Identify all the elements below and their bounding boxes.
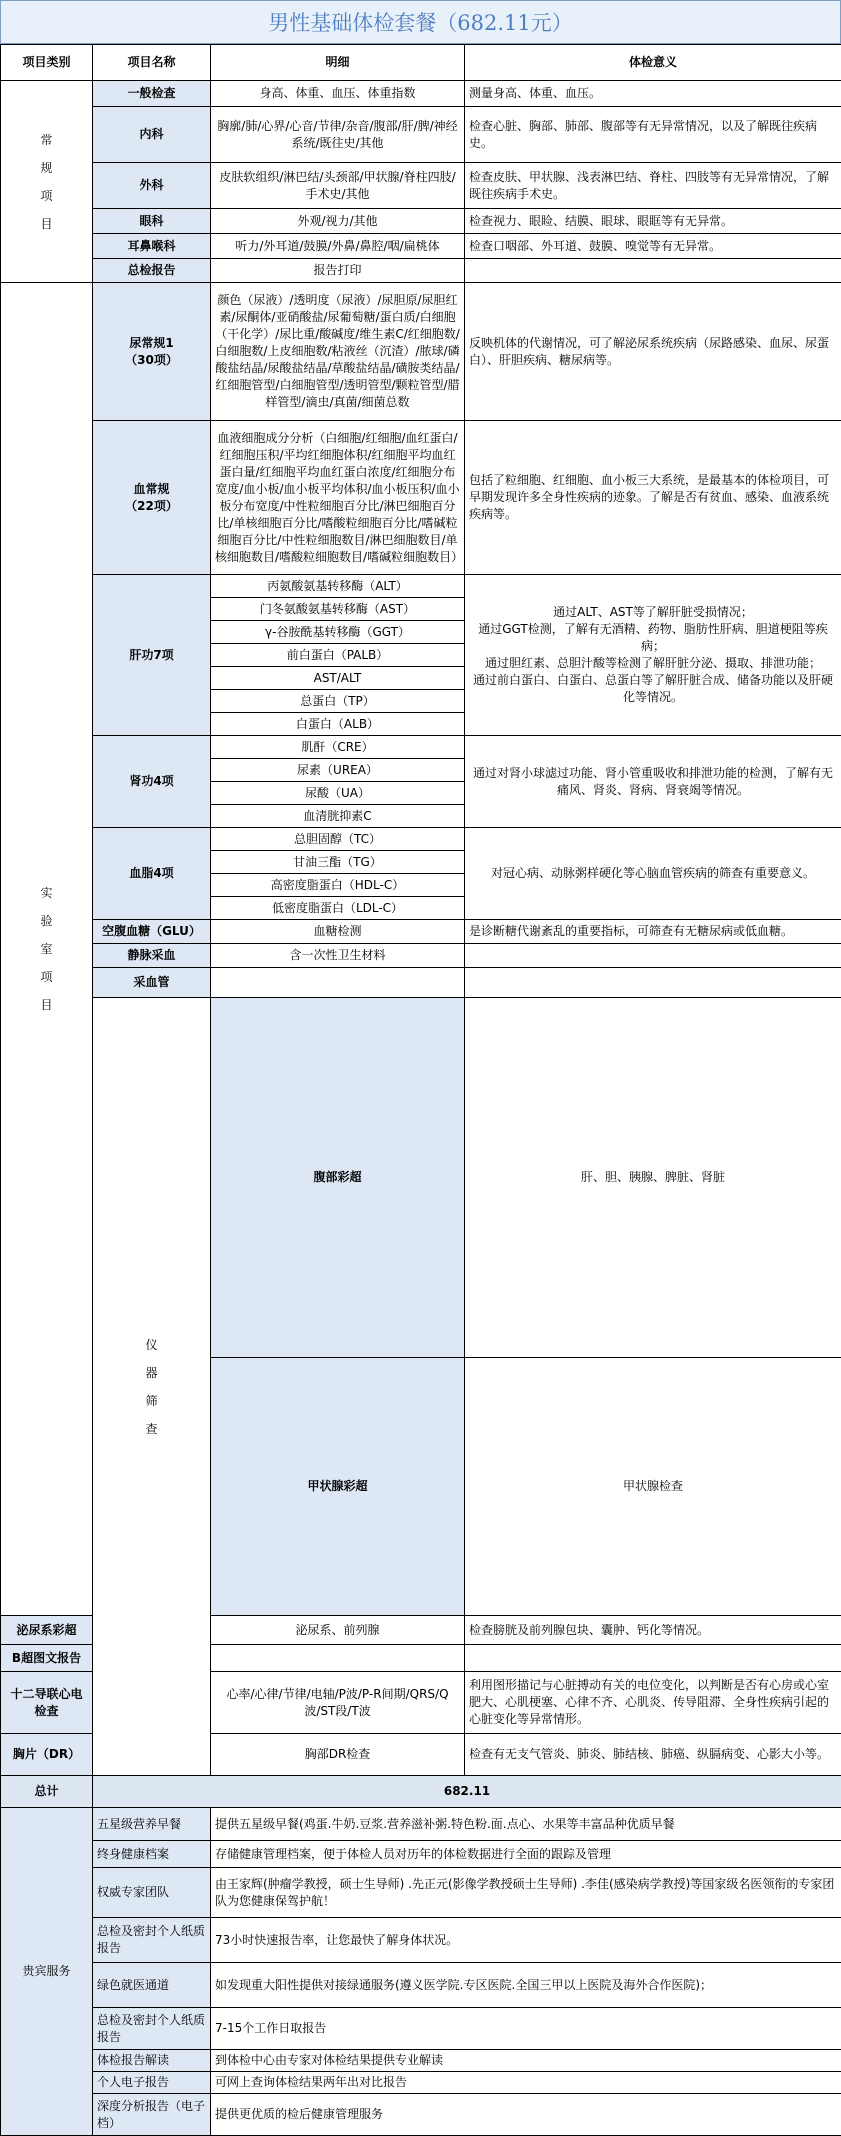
item-detail: 听力/外耳道/鼓膜/外鼻/鼻腔/咽/扁桃体 <box>211 234 465 259</box>
table-row <box>1 1808 841 1841</box>
item-name: 肝功7项 <box>93 575 211 736</box>
category-lab: 实 验 室 项 目 <box>1 283 93 1616</box>
item-detail: 门冬氨酸氨基转移酶（AST） <box>211 598 465 621</box>
item-name: 十二导联心电检查 <box>1 1672 93 1734</box>
item-detail: 皮肤软组织/淋巴结/头颈部/甲状腺/脊柱四肢/手术史/其他 <box>211 163 465 209</box>
table-row <box>1 968 841 998</box>
item-meaning: 对冠心病、动脉粥样硬化等心脑血管疾病的筛查有重要意义。 <box>465 828 841 920</box>
category-routine: 常 规 项 目 <box>1 81 93 283</box>
item-detail: 尿酸（UA） <box>211 782 465 805</box>
item-detail: 颜色（尿液）/透明度（尿液）/尿胆原/尿胆红素/尿酮体/亚硝酸盐/尿葡萄糖/蛋白质/白细胞（干化学）/尿比重/酸碱度/维生素C/红细胞数/白细胞数/上皮细胞数/粘液丝（沉渣）/脓球/磷酸盐结晶/尿酸盐结晶/草酸盐结晶/磺胺类结晶/红细胞管型/白细胞管型/透明管型/颗粒管型/腊样管型/滴虫/真菌/细菌总数 <box>211 283 465 421</box>
item-meaning: 通过对肾小球滤过功能、肾小管重吸收和排泄功能的检测，了解有无痛风、肾炎、肾病、肾衰竭等情况。 <box>465 736 841 828</box>
page-title: 男性基础体检套餐（682.11元） <box>0 0 841 44</box>
table-row <box>1 234 841 259</box>
table-row <box>1 2050 841 2072</box>
total-label: 总计 <box>1 1776 93 1808</box>
total-row <box>1 1776 841 1808</box>
table-row <box>1 283 841 421</box>
item-detail: 泌尿系、前列腺 <box>211 1616 465 1645</box>
vip-item-name: 绿色就医通道 <box>93 1963 211 2008</box>
item-name: 总检报告 <box>93 259 211 283</box>
item-detail: 胸部DR检查 <box>211 1734 465 1776</box>
item-meaning <box>465 259 841 283</box>
item-detail <box>211 968 465 998</box>
item-detail: 高密度脂蛋白（HDL-C） <box>211 874 465 897</box>
vip-item-desc: 提供五星级早餐(鸡蛋.牛奶.豆浆.营养滋补粥.特色粉.面.点心、水果等丰富品种优质早餐 <box>211 1808 841 1841</box>
vip-item-name: 深度分析报告（电子档） <box>93 2094 211 2136</box>
vip-item-desc: 提供更优质的检后健康管理服务 <box>211 2094 841 2136</box>
item-name: 血脂4项 <box>93 828 211 920</box>
table-row <box>1 2072 841 2094</box>
header-item-name: 项目名称 <box>93 45 211 81</box>
item-meaning-liver: 通过ALT、AST等了解肝脏受损情况； 通过GGT检测，了解有无酒精、药物、脂肪性肝病、胆道梗阻等疾病； 通过胆红素、总胆汁酸等检测了解肝脏分泌、摄取、排泄功能； 通过前白蛋白、白蛋白、总蛋白等了解肝脏合成、储备功能以及肝硬化等情况。 <box>465 575 841 736</box>
item-detail: 外观/视力/其他 <box>211 209 465 234</box>
table-header-row <box>1 45 841 81</box>
table-row <box>1 575 841 598</box>
vip-item-desc: 存储健康管理档案，便于体检人员对历年的体检数据进行全面的跟踪及管理 <box>211 1841 841 1868</box>
table-row <box>1 1918 841 1963</box>
item-meaning: 检查皮肤、甲状腺、浅表淋巴结、脊柱、四肢等有无异常情况，了解既往疾病手术史。 <box>465 163 841 209</box>
vip-item-name: 总检及密封个人纸质报告 <box>93 2008 211 2050</box>
item-detail: 身高、体重、血压、体重指数 <box>211 81 465 107</box>
item-name: 甲状腺彩超 <box>211 1358 465 1616</box>
item-meaning: 检查视力、眼睑、结膜、眼球、眼眶等有无异常。 <box>465 209 841 234</box>
vip-item-name: 总检及密封个人纸质报告 <box>93 1918 211 1963</box>
item-detail: 白蛋白（ALB） <box>211 713 465 736</box>
table-row <box>1 1963 841 2008</box>
vip-item-name: 权威专家团队 <box>93 1868 211 1918</box>
item-name: 肾功4项 <box>93 736 211 828</box>
item-meaning: 是诊断糖代谢紊乱的重要指标，可筛查有无糖尿病或低血糖。 <box>465 920 841 944</box>
item-name: 胸片（DR） <box>1 1734 93 1776</box>
item-detail: 肌酐（CRE） <box>211 736 465 759</box>
item-detail: 含一次性卫生材料 <box>211 944 465 968</box>
item-detail: 尿素（UREA） <box>211 759 465 782</box>
item-name: 内科 <box>93 107 211 163</box>
item-detail: AST/ALT <box>211 667 465 690</box>
item-meaning <box>465 944 841 968</box>
table-row <box>1 209 841 234</box>
vip-item-name: 终身健康档案 <box>93 1841 211 1868</box>
vip-item-desc: 由王家辉(肿瘤学教授，硕士生导师) .先正元(影像学教授硕士生导师) .李佳(感染病学教授)等国家级名医领衔的专家团队为您健康保驾护航！ <box>211 1868 841 1918</box>
item-detail: 血液细胞成分分析（白细胞/红细胞/血红蛋白/红细胞压积/平均红细胞体积/红细胞平均血红蛋白量/红细胞平均血红蛋白浓度/红细胞分布宽度/血小板/血小板平均体积/血小板压积/血小板分布宽度/中性粒细胞百分比/淋巴细胞百分比/单核细胞百分比/嗜酸粒细胞百分比/嗜碱粒细胞百分比/中性粒细胞数目/淋巴细胞数目/单核细胞数目/嗜酸粒细胞数目/嗜碱粒细胞数目） <box>211 421 465 575</box>
item-detail: 肝、胆、胰腺、脾脏、肾脏 <box>465 998 841 1358</box>
item-detail: γ-谷胺酰基转移酶（GGT） <box>211 621 465 644</box>
item-name: 泌尿系彩超 <box>1 1616 93 1645</box>
table-row <box>1 163 841 209</box>
item-name: 耳鼻喉科 <box>93 234 211 259</box>
vip-item-desc: 7-15个工作日取报告 <box>211 2008 841 2050</box>
vip-item-name: 体检报告解读 <box>93 2050 211 2072</box>
table-row <box>1 259 841 283</box>
vip-item-desc: 73小时快速报告率，让您最快了解身体状况。 <box>211 1918 841 1963</box>
vip-item-desc: 到体检中心由专家对体检结果提供专业解读 <box>211 2050 841 2072</box>
item-detail: 血糖检测 <box>211 920 465 944</box>
item-detail: 前白蛋白（PALB） <box>211 644 465 667</box>
item-detail <box>211 1645 465 1672</box>
table-row <box>1 828 841 851</box>
category-vip: 贵宾服务 <box>1 1808 93 2136</box>
item-detail: 甲状腺检查 <box>465 1358 841 1616</box>
item-name: 采血管 <box>93 968 211 998</box>
item-meaning: 检查有无支气管炎、肺炎、肺结核、肺癌、纵膈病变、心影大小等。 <box>465 1734 841 1776</box>
item-detail: 报告打印 <box>211 259 465 283</box>
item-meaning: 包括了粒细胞、红细胞、血小板三大系统，是最基本的体检项目，可早期发现许多全身性疾病的迹象。了解是否有贫血、感染、血液系统疾病等。 <box>465 421 841 575</box>
item-detail: 总胆固醇（TC） <box>211 828 465 851</box>
total-value: 682.11 <box>93 1776 841 1808</box>
table-row <box>1 107 841 163</box>
item-meaning <box>465 968 841 998</box>
table-row <box>1 421 841 575</box>
item-name: 外科 <box>93 163 211 209</box>
vip-item-name: 个人电子报告 <box>93 2072 211 2094</box>
vip-item-desc: 如发现重大阳性提供对接绿通服务(遵义医学院.专区医院.全国三甲以上医院及海外合作医院)； <box>211 1963 841 2008</box>
item-name: 静脉采血 <box>93 944 211 968</box>
item-meaning <box>465 1645 841 1672</box>
item-name-blood: 血常规 （22项） <box>93 421 211 575</box>
item-name: 一般检查 <box>93 81 211 107</box>
item-meaning: 检查口咽部、外耳道、鼓膜、嗅觉等有无异常。 <box>465 234 841 259</box>
header-meaning: 体检意义 <box>465 45 841 81</box>
package-table <box>0 44 841 2136</box>
category-instrument: 仪 器 筛 查 <box>93 998 211 1776</box>
item-detail: 心率/心律/节律/电轴/P波/P-R间期/QRS/Q波/ST段/T波 <box>211 1672 465 1734</box>
header-category: 项目类别 <box>1 45 93 81</box>
item-meaning: 利用图形描记与心脏搏动有关的电位变化，以判断是否有心房或心室肥大、心肌梗塞、心律不齐、心肌炎、传导阻滞、全身性疾病引起的心脏变化等异常情形。 <box>465 1672 841 1734</box>
table-row <box>1 944 841 968</box>
table-row <box>1 2094 841 2136</box>
item-name: 空腹血糖（GLU） <box>93 920 211 944</box>
item-detail: 血清胱抑素C <box>211 805 465 828</box>
item-meaning: 检查心脏、胸部、肺部、腹部等有无异常情况，以及了解既往疾病史。 <box>465 107 841 163</box>
table-row <box>1 998 841 1358</box>
item-name: B超图文报告 <box>1 1645 93 1672</box>
header-detail: 明细 <box>211 45 465 81</box>
item-name-urine: 尿常规1 （30项） <box>93 283 211 421</box>
item-detail: 胸廓/肺/心界/心音/节律/杂音/腹部/肝/脾/神经系统/既往史/其他 <box>211 107 465 163</box>
table-row <box>1 920 841 944</box>
table-row <box>1 1841 841 1868</box>
item-name: 腹部彩超 <box>211 998 465 1358</box>
table-row <box>1 1868 841 1918</box>
item-meaning: 测量身高、体重、血压。 <box>465 81 841 107</box>
item-meaning: 反映机体的代谢情况，可了解泌尿系统疾病（尿路感染、血尿、尿蛋白）、肝胆疾病、糖尿病等。 <box>465 283 841 421</box>
table-row <box>1 2008 841 2050</box>
table-row <box>1 736 841 759</box>
vip-item-name: 五星级营养早餐 <box>93 1808 211 1841</box>
item-meaning: 检查膀胱及前列腺包块、囊肿、钙化等情况。 <box>465 1616 841 1645</box>
item-detail: 丙氨酸氨基转移酶（ALT） <box>211 575 465 598</box>
item-detail: 低密度脂蛋白（LDL-C） <box>211 897 465 920</box>
table-row <box>1 81 841 107</box>
item-name: 眼科 <box>93 209 211 234</box>
item-detail: 总蛋白（TP） <box>211 690 465 713</box>
item-detail: 甘油三酯（TG） <box>211 851 465 874</box>
vip-item-desc: 可网上查询体检结果两年出对比报告 <box>211 2072 841 2094</box>
